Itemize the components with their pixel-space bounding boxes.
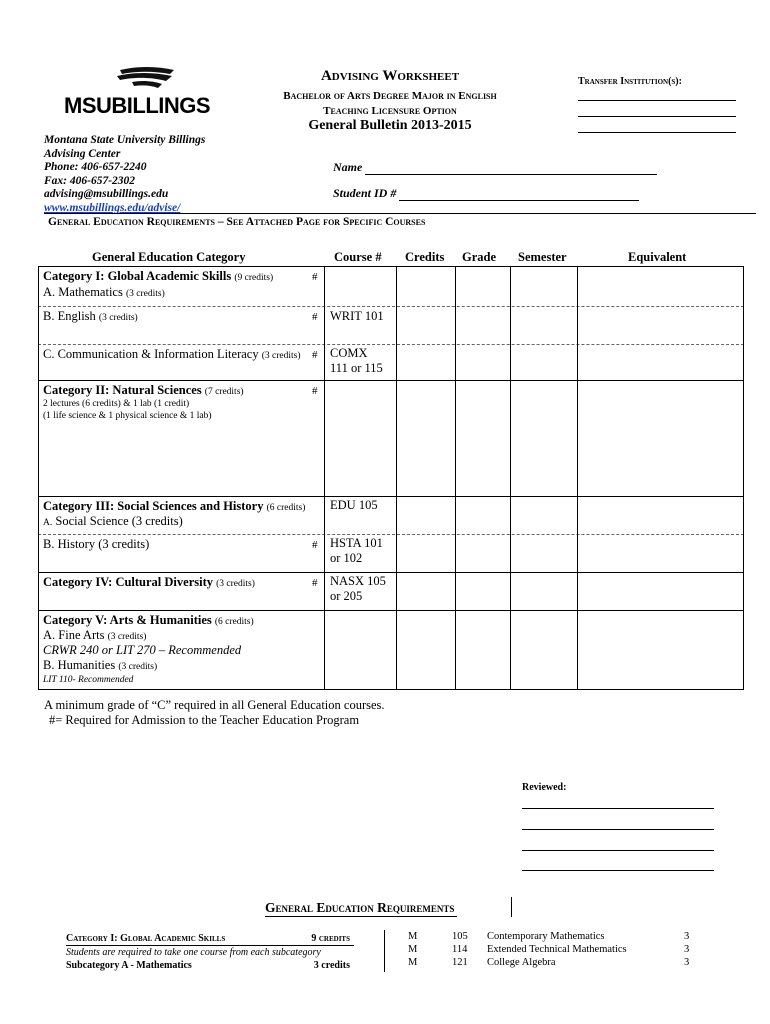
transfer-institution-label: Transfer Institution(s): (578, 76, 682, 87)
col-grade: Grade (462, 250, 497, 264)
cat1-a-row (43, 285, 165, 302)
req-heading: General Education Requirements (265, 900, 457, 917)
required-hash: # (312, 539, 318, 551)
reviewed-line[interactable] (522, 870, 714, 871)
required-hash: # (312, 349, 318, 361)
cat1-c-row (43, 347, 300, 364)
cat4-course: NASX 105 or 205 (330, 574, 386, 603)
logo-wordmark: MSUBILLINGS (64, 93, 211, 118)
cat1-c: C. Communication & Information Literacy (43, 347, 259, 361)
cat1-credits: (9 credits) (234, 273, 274, 283)
course-number: 121 (452, 957, 468, 968)
contact-center: Advising Center (44, 147, 121, 160)
requirements-table (38, 266, 744, 690)
row-line (38, 344, 744, 345)
contact-fax: Fax: 406-657-2302 (44, 174, 136, 187)
req-cat-credits: 9 credits (311, 933, 350, 944)
note-hash: #= Required for Admission to the Teacher Education Program (49, 713, 360, 727)
cat5-b: B. Humanities (43, 658, 116, 672)
cat3-a-row: A. Social Science (3 credits) (43, 514, 183, 528)
transfer-line[interactable] (578, 116, 736, 117)
col-line (743, 266, 744, 690)
course-credits: 3 (684, 931, 690, 942)
divider (44, 213, 756, 214)
row-line (38, 610, 744, 611)
cat1-a: A. Mathematics (43, 285, 123, 299)
name-row (333, 160, 657, 175)
course-number: 114 (452, 944, 468, 955)
cat4-title-row (43, 575, 255, 592)
course-credits: 3 (684, 957, 690, 968)
required-hash: # (312, 577, 318, 589)
cat5-a-recommended: CRWR 240 or LIT 270 – Recommended (43, 643, 242, 657)
cat3-b-course: HSTA 101 or 102 (330, 536, 383, 565)
cat4-title: Category IV: Cultural Diversity (43, 575, 214, 589)
cat1-c-credits: (3 credits) (261, 351, 301, 361)
course-prefix: M (408, 957, 418, 968)
contact-website-link[interactable]: www.msubillings.edu/advise/ (44, 201, 181, 214)
course-title: College Algebra (487, 957, 556, 968)
cat3-course: EDU 105 (330, 498, 378, 512)
cat1-a-credits: (3 credits) (125, 289, 165, 299)
course-credits: 3 (684, 944, 690, 955)
name-label: Name (333, 160, 363, 174)
student-id-label: Student ID # (333, 186, 397, 200)
contact-email: advising@msubillings.edu (44, 188, 169, 201)
col-line (324, 266, 325, 690)
cat3-a: Social Science (3 credits) (55, 514, 183, 528)
col-course: Course # (334, 250, 382, 264)
col-line (396, 266, 397, 690)
notes (44, 698, 385, 728)
reviewed-line[interactable] (522, 808, 714, 809)
cat5-b-recommended: LIT 110- Recommended (43, 675, 134, 685)
row-line (38, 380, 744, 381)
reviewed-line[interactable] (522, 829, 714, 830)
reviewed-label: Reviewed: (522, 782, 567, 793)
cat2-notes: 2 lectures (6 credits) & 1 lab (1 credit) (1 life science & 1 physical science & 1 lab) (43, 399, 212, 421)
col-semester: Semester (518, 250, 567, 264)
degree-title: Bachelor of Arts Degree Major in English (283, 90, 497, 102)
contact-block (44, 134, 205, 216)
bulletin-title: General Bulletin 2013-2015 (308, 118, 472, 133)
col-category: General Education Category (92, 250, 246, 264)
col-line (510, 266, 511, 690)
col-line (455, 266, 456, 690)
row-line (38, 266, 744, 267)
cat5-credits: (6 credits) (214, 617, 254, 627)
course-title: Contemporary Mathematics (487, 931, 605, 942)
course-prefix: M (408, 944, 418, 955)
note-min-grade: A minimum grade of “C” required in all General Education courses. (44, 698, 385, 712)
cat1-title: Category I: Global Academic Skills (43, 269, 232, 283)
req-cat-title: Category I: Global Academic Skills (66, 933, 226, 944)
reviewed-line[interactable] (522, 850, 714, 851)
row-line (38, 496, 744, 497)
worksheet-title: Advising Worksheet (320, 68, 460, 84)
row-line (38, 689, 744, 690)
cat5-b-credits: (3 credits) (118, 662, 158, 672)
cat1-b-course: WRIT 101 (330, 309, 384, 323)
course-prefix: M (408, 931, 418, 942)
cat5-a-credits: (3 credits) (107, 632, 147, 642)
row-line (38, 572, 744, 573)
cat1-b: B. English (43, 309, 96, 323)
cat1-c-course: COMX 111 or 115 (330, 346, 383, 375)
req-sub-credits: 3 credits (313, 960, 350, 971)
row-line (38, 306, 744, 307)
cat5-title: Category V: Arts & Humanities (43, 613, 212, 627)
req-cat-note: Students are required to take one course from each subcategory (66, 947, 321, 958)
contact-phone: Phone: 406-657-2240 (44, 161, 147, 174)
cat2-title: Category II: Natural Sciences (43, 383, 202, 397)
cat1-title-row (43, 269, 273, 286)
req-sub-row (66, 960, 354, 971)
col-equivalent: Equivalent (628, 250, 687, 264)
required-hash: # (312, 311, 318, 323)
cat5-a: A. Fine Arts (43, 628, 105, 642)
divider (384, 930, 385, 972)
cat3-credits: (6 credits) (266, 503, 306, 513)
transfer-line[interactable] (578, 100, 736, 101)
cat1-b-credits: (3 credits) (98, 313, 138, 323)
row-line (38, 534, 744, 535)
section-heading: General Education Requirements – See Attached Page for Specific Courses (48, 216, 426, 228)
col-credits: Credits (405, 250, 445, 264)
required-hash: # (312, 271, 318, 283)
col-line (38, 266, 39, 690)
cat1-b-row (43, 309, 138, 326)
student-id-row (333, 186, 639, 201)
name-field[interactable] (365, 174, 657, 175)
transfer-line[interactable] (578, 132, 736, 133)
option-title: Teaching Licensure Option (323, 105, 457, 117)
cat2-credits: (7 credits) (204, 387, 244, 397)
col-line (577, 266, 578, 690)
cat4-credits: (3 credits) (216, 579, 255, 589)
course-number: 105 (452, 931, 468, 942)
student-id-field[interactable] (399, 200, 639, 201)
contact-university: Montana State University Billings (44, 134, 206, 146)
req-sub-title: Subcategory A - Mathematics (66, 960, 192, 971)
cat3-b: B. History (3 credits) (43, 537, 150, 551)
cat3-title: Category III: Social Sciences and History (43, 499, 264, 513)
req-cat-row (66, 933, 354, 946)
course-title: Extended Technical Mathematics (487, 944, 627, 955)
required-hash: # (312, 385, 318, 397)
